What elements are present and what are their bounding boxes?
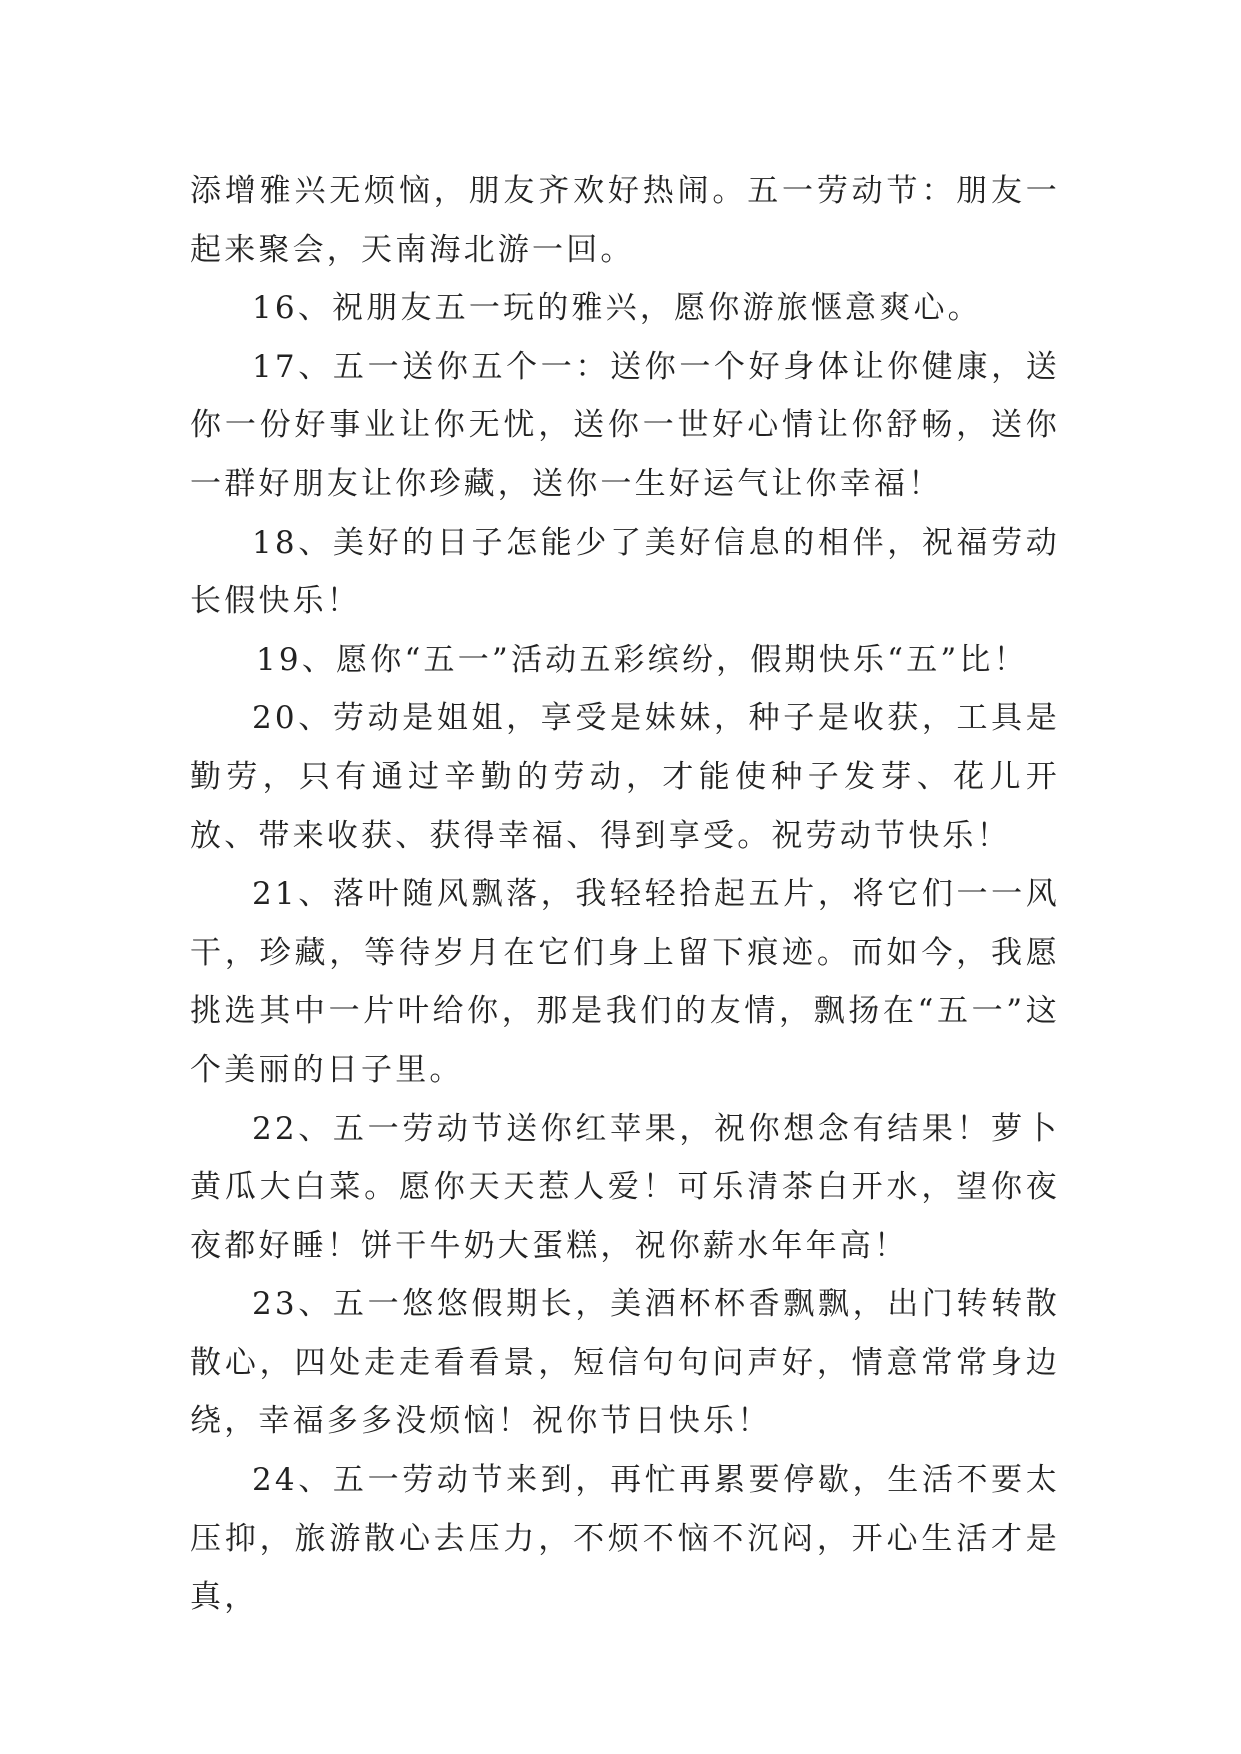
paragraph-23: 23、五一悠悠假期长，美酒杯杯香飘飘，出门转转散散心，四处走走看看景，短信句句问声好，情意常常身边绕，幸福多多没烦恼！祝你节日快乐！ — [190, 1286, 1060, 1440]
paragraph-19: 19、愿你“五一”活动五彩缤纷，假期快乐“五”比！ — [256, 641, 1028, 678]
paragraph-24: 24、五一劳动节来到，再忙再累要停歇，生活不要太压抑，旅游散心去压力，不烦不恼不沉闷，开心生活才是真， — [190, 1462, 1060, 1616]
paragraph-continuation: 添增雅兴无烦恼，朋友齐欢好热闹。五一劳动节：朋友一起来聚会，天南海北游一回。 — [190, 173, 1060, 268]
paragraph-20: 20、劳动是姐姐，享受是妹妹，种子是收获，工具是勤劳，只有通过辛勤的劳动，才能使种子发芽、花儿开放、带来收获、获得幸福、得到享受。祝劳动节快乐！ — [190, 700, 1060, 854]
paragraph-17: 17、五一送你五个一：送你一个好身体让你健康，送你一份好事业让你无忧，送你一世好心情让你舒畅，送你一群好朋友让你珍藏，送你一生好运气让你幸福！ — [190, 348, 1060, 502]
paragraph-22: 22、五一劳动节送你红苹果，祝你想念有结果！萝卜黄瓜大白菜。愿你天天惹人爱！可乐清茶白开水，望你夜夜都好睡！饼干牛奶大蛋糕，祝你薪水年年高！ — [190, 1110, 1060, 1264]
paragraph-21: 21、落叶随风飘落，我轻轻拾起五片，将它们一一风干，珍藏，等待岁月在它们身上留下痕迹。而如今，我愿挑选其中一片叶给你，那是我们的友情，飘扬在“五一”这个美丽的日子里。 — [190, 876, 1060, 1088]
document-body — [190, 162, 1060, 1627]
paragraph-16: 16、祝朋友五一玩的雅兴，愿你游旅惬意爽心。 — [252, 290, 982, 327]
paragraph-18: 18、美好的日子怎能少了美好信息的相伴，祝福劳动长假快乐！ — [190, 524, 1060, 620]
